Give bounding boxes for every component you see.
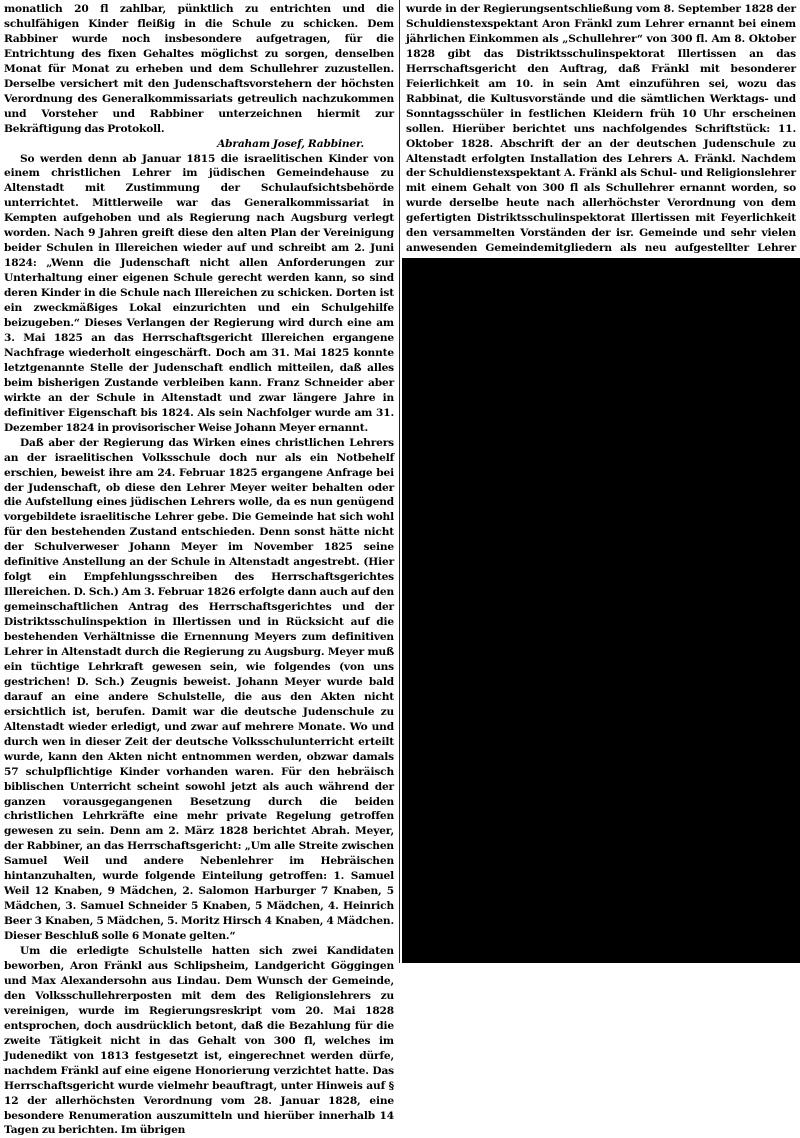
rabbi-signature: Abraham Josef, Rabbiner. xyxy=(217,137,364,150)
left-column xyxy=(4,2,394,1138)
paragraph-teacher-meyer: Daß aber der Regierung das Wirken eines christlichen Lehrers an der israelitischen Volksschule doch nur als ein Notbehelf erschien, beweist ihre am 24. Februar 1825 ergangene Anfrage bei der Judenschaft, ob diese den Lehrer Meyer weiter behalten oder die Aufstellung eines jüdischen Lehrers wolle, da es nun genügend vorgebildete israelitische Lehrer gebe. Die Gemeinde hat sich wohl für den bestehenden Zustand entschieden. Denn sonst hätte nicht der Schulverweser Johann Meyer im November 1825 seine definitive Anstellung an der Schule in Altenstadt angestrebt. (Hier folgt ein Empfehlungsschreiben des Herrschaftsgerichtes Illereichen. D. Sch.) Am 3. Februar 1826 erfolgte dann auch auf den gemeinschaftlichen Antrag des Herrschaftsgerichtes und der Distriktsschulinspektion in Illertissen und in Rücksicht auf die bestehenden Verhältnisse die Ernennung Meyers zum definitiven Lehrer in Altenstadt durch die Regierung zu Augsburg. Meyer muß ein tüchtige Lehrkraft gewesen sein, wie folgendes (von uns gestrichen! D. Sch.) Zeugnis beweist. Johann Meyer wurde bald darauf an eine andere Schulstelle, die aus den Akten nicht ersichtlich ist, berufen. Damit war die deutsche Judenschule zu Altenstadt wieder erledigt, und zwar auf mehrere Monate. Wo und durch wen in dieser Zeit der deutsche Volksschulunterricht erteilt wurde, kann den Akten nicht entnommen werden, obzwar damals 57 schulpflichtige Kinder vorhanden waren. Für den hebräisch biblischen Unterricht scheint sowohl jetzt als auch während der ganzen vorausgegangenen Besetzung durch die beiden christlichen Lehrkräfte eine mehr private Regelung getroffen gewesen zu sein. Denn am 2. März 1828 berichtet Abrah. Meyer, der Rabbiner, an das Herrschaftsgericht: „Um alle Streite zwischen Samuel Weil und andere Nebenlehrer im Hebräischen hintanzuhalten, wurde folgende Einteilung getroffen: 1. Samuel Weil 12 Knaben, 9 Mädchen, 2. Salomon Harburger 7 Knaben, 5 Mädchen, 3. Samuel Schneider 5 Knaben, 5 Mädchen, 4. Heinrich Beer 3 Knaben, 5 Mädchen, 5. Moritz Hirsch 4 Knaben, 4 Mädchen. Dieser Beschluß solle 6 Monate gelten.“ xyxy=(4,436,394,943)
paragraph-opening: monatlich 20 fl zahlbar, pünktlich zu entrichten und die schulfähigen Kinder fleißig in die Schule zu schicken. Dem Rabbiner wurde noch insbesondere aufgetragen, für die Entrichtung des fixen Gehaltes möglichst zu sorgen, denselben Monat für Monat zu erheben und dem Schullehrer zuzustellen. Derselbe versichert mit den Judenschaftsvorstehern der höchsten Verordnung des Generalkommissariats getreulich nachzukommen und Vorsteher und Rabbiner unterzeichnen hiermit zur Bekräftigung das Protokoll. xyxy=(4,3,394,135)
right-column xyxy=(406,2,796,301)
column-divider xyxy=(399,0,400,963)
paragraph-installation: wurde in der Regierungsentschließung vom 8. September 1828 der Schuldienstexspektant Aron Fränkl zum Lehrer ernannt bei einem jährlichen Einkommen als „Schullehrer“ von 300 fl. Am 8. Oktober 1828 gibt das Distriktsschulinspektorat Illertissen an das Herrschaftsgericht den Auftrag, daß Fränkl mit besonderer Feierlichkeit am 10. in sein Amt einzuführen sei, wozu das Rabbinat, die Kultusvorstände und die sämtlichen Werktags- und Sonntagsschüler in festlichen Kleidern früh 10 Uhr erscheinen sollen. Hierüber berichtet uns nachfolgendes Schriftstück: 11. Oktober 1828. Abschrift der an der deutschen Judenschule zu Altenstadt erfolgten Installation des Lehrers A. Fränkl. Nachdem der Schuldienstexspektant A. Fränkl als Schul- und Religionslehrer mit einem Gehalt von 300 fl als Schullehrer ernannt worden, so wurde derselbe heute nach allerhöchster Verordnung von dem gefertigten Distriktsschulinspektorat Illertissen mit Feyerlichkeit den versammelten Vorständen der isr. Gemeinde und sehr vielen anwesenden Gemeindemitgliedern als neu aufgestellter Lehrer xyxy=(406,3,796,255)
blank-black-area xyxy=(402,258,800,963)
paragraph-school-history: So werden denn ab Januar 1815 die israelitischen Kinder von einem christlichen Lehrer im jüdischen Gemeindehause zu Altenstadt mit Zustimmung der Schulaufsichtsbehörde unterrichtet. Mittlerweile war das Generalkommissariat in Kempten aufgehoben und als Regierung nach Augsburg verlegt worden. Nach 9 Jahren greift diese den alten Plan der Vereinigung beider Schulen in Illereichen wieder auf und schreibt am 2. Juni 1824: „Wenn die Judenschaft nicht allen Anforderungen zur Unterhaltung einer eigenen Schule gerecht werden kann, so sind deren Kinder in die Schule nach Illereichen zu schicken. Dorten ist ein zweckmäßiges Lokal einzurichten und ein Schulgehilfe beizugeben.“ Dieses Verlangen der Regierung wird durch eine am 3. Mai 1825 an das Herrschaftsgericht Illereichen ergangene Nachfrage wiederholt eingeschärft. Doch am 31. Mai 1825 konnte letztgenannte Stelle der Judenschaft endlich mitteilen, daß alles beim bisherigen Zustande verbleiben kann. Franz Schneider aber wirkte an der Schule in Altenstadt und zwar längere Jahre in definitiver Eigenschaft bis 1824. Als sein Nachfolger wurde am 31. Dezember 1824 in provisorischer Weise Johann Meyer ernannt. xyxy=(4,152,394,434)
paragraph-candidates: Um die erledigte Schulstelle hatten sich zwei Kandidaten beworben, Aron Fränkl aus Schlipsheim, Landgericht Göggingen und Max Alexandersohn aus Lindau. Dem Wunsch der Gemeinde, den Volksschullehrerposten mit dem des Religionslehrers zu vereinigen, wurde im Regierungsreskript vom 20. Mai 1828 entsprochen, doch ausdrücklich betont, daß die Bezahlung für die zweite Tätigkeit nicht in das Gehalt von 300 fl, welches im Judenedikt von 1813 festgesetzt ist, eingerechnet werden dürfe, nachdem Fränkl auf eine eigene Honorierung verzichtet hatte. Das Herrschaftsgericht wurde vielmehr beauftragt, unter Hinweis auf § 12 der allerhöchsten Verordnung vom 28. Januar 1828, eine besondere Renumeration auszumitteln und hierüber innerhalb 14 Tagen zu berichten. Im übrigen xyxy=(4,945,394,1137)
